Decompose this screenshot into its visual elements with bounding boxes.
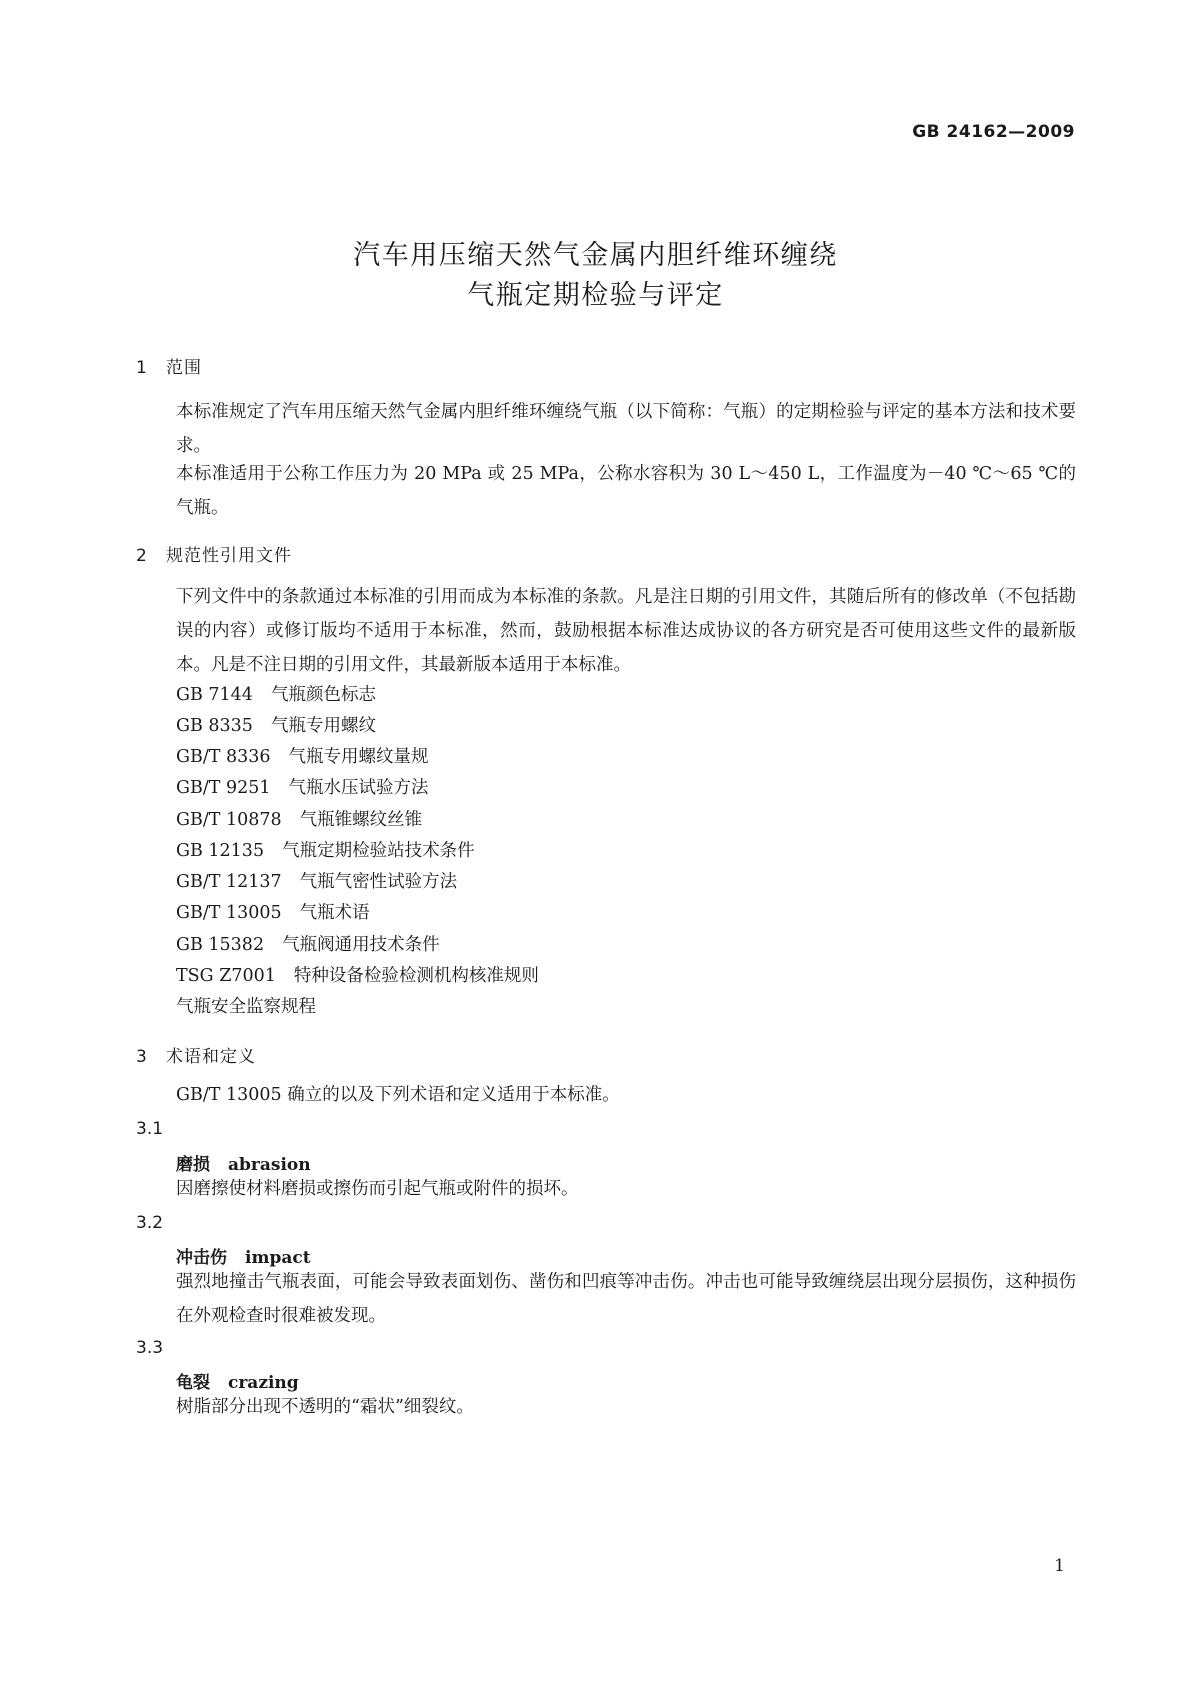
reference-item (176, 868, 457, 893)
reference-name: 气瓶专用螺纹量规 (288, 747, 429, 767)
reference-code: GB 8335 (176, 716, 253, 736)
reference-item (176, 712, 376, 737)
term-en: impact (245, 1248, 311, 1268)
term-zh: 磨损 (176, 1155, 210, 1175)
document-title-line1: 汽车用压缩天然气金属内胆纤维环缠绕 (353, 240, 838, 271)
reference-name: 气瓶安全监察规程 (176, 997, 316, 1017)
reference-name: 气瓶术语 (299, 903, 370, 923)
reference-item (176, 774, 429, 799)
section-1-heading (136, 353, 202, 378)
reference-name: 气瓶颜色标志 (270, 685, 376, 705)
term-zh: 龟裂 (176, 1373, 210, 1393)
section-number: 2 (136, 546, 148, 566)
section-number: 3 (136, 1047, 148, 1067)
section-3-heading (136, 1042, 256, 1067)
section-title: 范围 (166, 358, 202, 378)
scope-paragraph-2 (136, 457, 1076, 525)
reference-item (176, 993, 316, 1018)
reference-name: 气瓶阀通用技术条件 (282, 935, 440, 955)
standard-code: GB 24162—2009 (912, 122, 1075, 142)
reference-item (176, 743, 429, 768)
term-definition: 树脂部分出现不透明的“霜状”细裂纹。 (176, 1397, 474, 1417)
reference-item (176, 681, 376, 706)
term-en: crazing (228, 1373, 299, 1393)
reference-code: GB/T 10878 (176, 810, 282, 830)
reference-code: GB/T 13005 (176, 903, 282, 923)
term-definition: 因磨擦使材料磨损或擦伤而引起气瓶或附件的损坏。 (176, 1179, 579, 1199)
reference-name: 特种设备检验检测机构核准规则 (293, 966, 539, 986)
page-number: 1 (1054, 1556, 1065, 1576)
reference-name: 气瓶定期检验站技术条件 (282, 841, 475, 861)
term-en: abrasion (228, 1155, 311, 1175)
clause-number: 3.1 (136, 1119, 164, 1139)
scope-paragraph-1 (136, 395, 1076, 463)
paragraph-text: 本标准规定了汽车用压缩天然气金属内胆纤维环缠绕气瓶（以下简称：气瓶）的定期检验与评定的基本方法和技术要求。 (176, 402, 1076, 456)
reference-name: 气瓶气密性试验方法 (299, 872, 458, 892)
reference-code: GB 12135 (176, 841, 265, 861)
normative-references-intro (136, 580, 1076, 682)
reference-code: GB 7144 (176, 685, 253, 705)
reference-item (176, 931, 440, 956)
reference-code: GB/T 9251 (176, 778, 271, 798)
reference-code: GB 15382 (176, 935, 265, 955)
reference-item (176, 962, 539, 987)
reference-code: GB/T 8336 (176, 747, 271, 767)
reference-item (176, 837, 475, 862)
section-2-heading (136, 541, 292, 566)
reference-item (176, 806, 422, 831)
clause-number: 3.3 (136, 1338, 164, 1358)
reference-item (176, 899, 370, 924)
section-number: 1 (136, 358, 148, 378)
term-zh: 冲击伤 (176, 1248, 227, 1268)
reference-code: GB/T 12137 (176, 872, 282, 892)
paragraph-text: 下列文件中的条款通过本标准的引用而成为本标准的条款。凡是注日期的引用文件，其随后所有的修改单（不包括勘误的内容）或修订版均不适用于本标准，然而，鼓励根据本标准达成协议的各方研究是否可使用这些文件的最新版本。凡是不注日期的引用文件，其最新版本适用于本标准。 (176, 587, 1076, 675)
reference-name: 气瓶水压试验方法 (288, 778, 429, 798)
section-title: 规范性引用文件 (166, 546, 292, 566)
term-definition (136, 1265, 1076, 1333)
paragraph-text: GB/T 13005 确立的以及下列术语和定义适用于本标准。 (176, 1085, 620, 1105)
reference-name: 气瓶锥螺纹丝锥 (299, 810, 423, 830)
terms-intro (136, 1078, 1076, 1112)
paragraph-text: 本标准适用于公称工作压力为 20 MPa 或 25 MPa，公称水容积为 30 L～450 L，工作温度为－40 ℃～65 ℃的气瓶。 (176, 464, 1076, 518)
reference-name: 气瓶专用螺纹 (270, 716, 376, 736)
paragraph-text: 强烈地撞击气瓶表面，可能会导致表面划伤、凿伤和凹痕等冲击伤。冲击也可能导致缠绕层出现分层损伤，这种损伤在外观检查时很难被发现。 (176, 1272, 1076, 1326)
reference-code: TSG Z7001 (176, 966, 276, 986)
document-title-line2: 气瓶定期检验与评定 (467, 280, 724, 311)
section-title: 术语和定义 (166, 1047, 256, 1067)
clause-number: 3.2 (136, 1213, 164, 1233)
